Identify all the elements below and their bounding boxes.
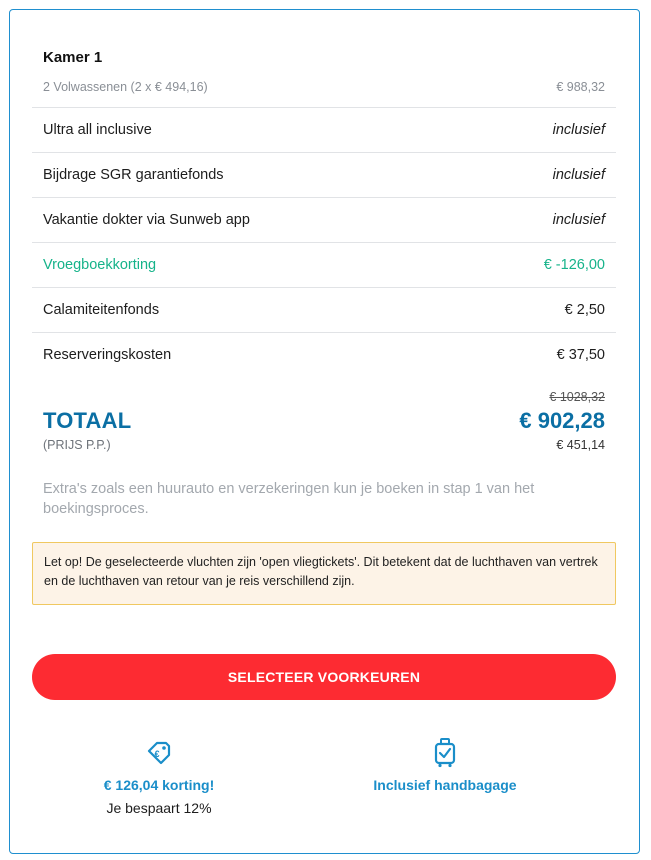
select-preferences-button[interactable]: SELECTEER VOORKEUREN — [32, 654, 616, 700]
row-vakantie-dokter — [32, 197, 616, 242]
row-label: Vroegboekkorting — [43, 257, 157, 273]
row-vroegboekkorting — [32, 242, 616, 287]
row-value: inclusief — [552, 167, 605, 183]
row-calamiteitenfonds — [32, 287, 616, 332]
row-label: Calamiteitenfonds — [43, 302, 160, 318]
per-person-price: € 451,14 — [556, 438, 605, 452]
discount-subtitle: Je bespaart 12% — [106, 800, 212, 816]
extras-info-text: Extra's zoals een huurauto en verzekeringen kun je boeken in stap 1 van het boekingsproces. — [43, 481, 535, 517]
row-value: inclusief — [552, 212, 605, 228]
room-occupants-row — [43, 80, 605, 94]
open-tickets-notice: Let op! De geselecteerde vluchten zijn 'open vliegtickets'. Dit betekent dat de luchthaven van vertrek en de luchthaven van retour van je reis verschillend zijn. — [32, 542, 616, 605]
baggage-feature — [345, 737, 545, 793]
row-label: Reserveringskosten — [43, 347, 172, 363]
baggage-title: Inclusief handbagage — [373, 777, 517, 793]
svg-text:€: € — [154, 749, 160, 759]
discount-title: € 126,04 korting! — [103, 777, 215, 793]
row-label: Ultra all inclusive — [43, 122, 152, 138]
price-summary-card — [9, 9, 640, 854]
discount-feature — [59, 737, 259, 816]
price-breakdown-list — [32, 107, 616, 377]
original-price: € 1028,32 — [549, 390, 605, 404]
row-label: Bijdrage SGR garantiefonds — [43, 167, 224, 183]
room-title: Kamer 1 — [43, 49, 103, 66]
row-value: € 37,50 — [556, 347, 605, 363]
row-value: € 2,50 — [564, 302, 605, 318]
room-occupants-price: € 988,32 — [556, 80, 605, 94]
per-person-label: (PRIJS P.P.) — [43, 438, 111, 452]
row-sgr-garantiefonds — [32, 152, 616, 197]
total-price: € 902,28 — [519, 408, 605, 433]
luggage-check-icon — [345, 737, 545, 769]
row-label: Vakantie dokter via Sunweb app — [43, 212, 250, 228]
row-ultra-all-inclusive — [32, 107, 616, 152]
row-value: inclusief — [552, 122, 605, 138]
row-reserveringskosten — [32, 332, 616, 377]
total-label: TOTAAL — [43, 408, 132, 433]
room-occupants: 2 Volwassenen (2 x € 494,16) — [43, 80, 208, 94]
row-value: € -126,00 — [543, 257, 605, 273]
price-tag-icon — [59, 737, 259, 769]
